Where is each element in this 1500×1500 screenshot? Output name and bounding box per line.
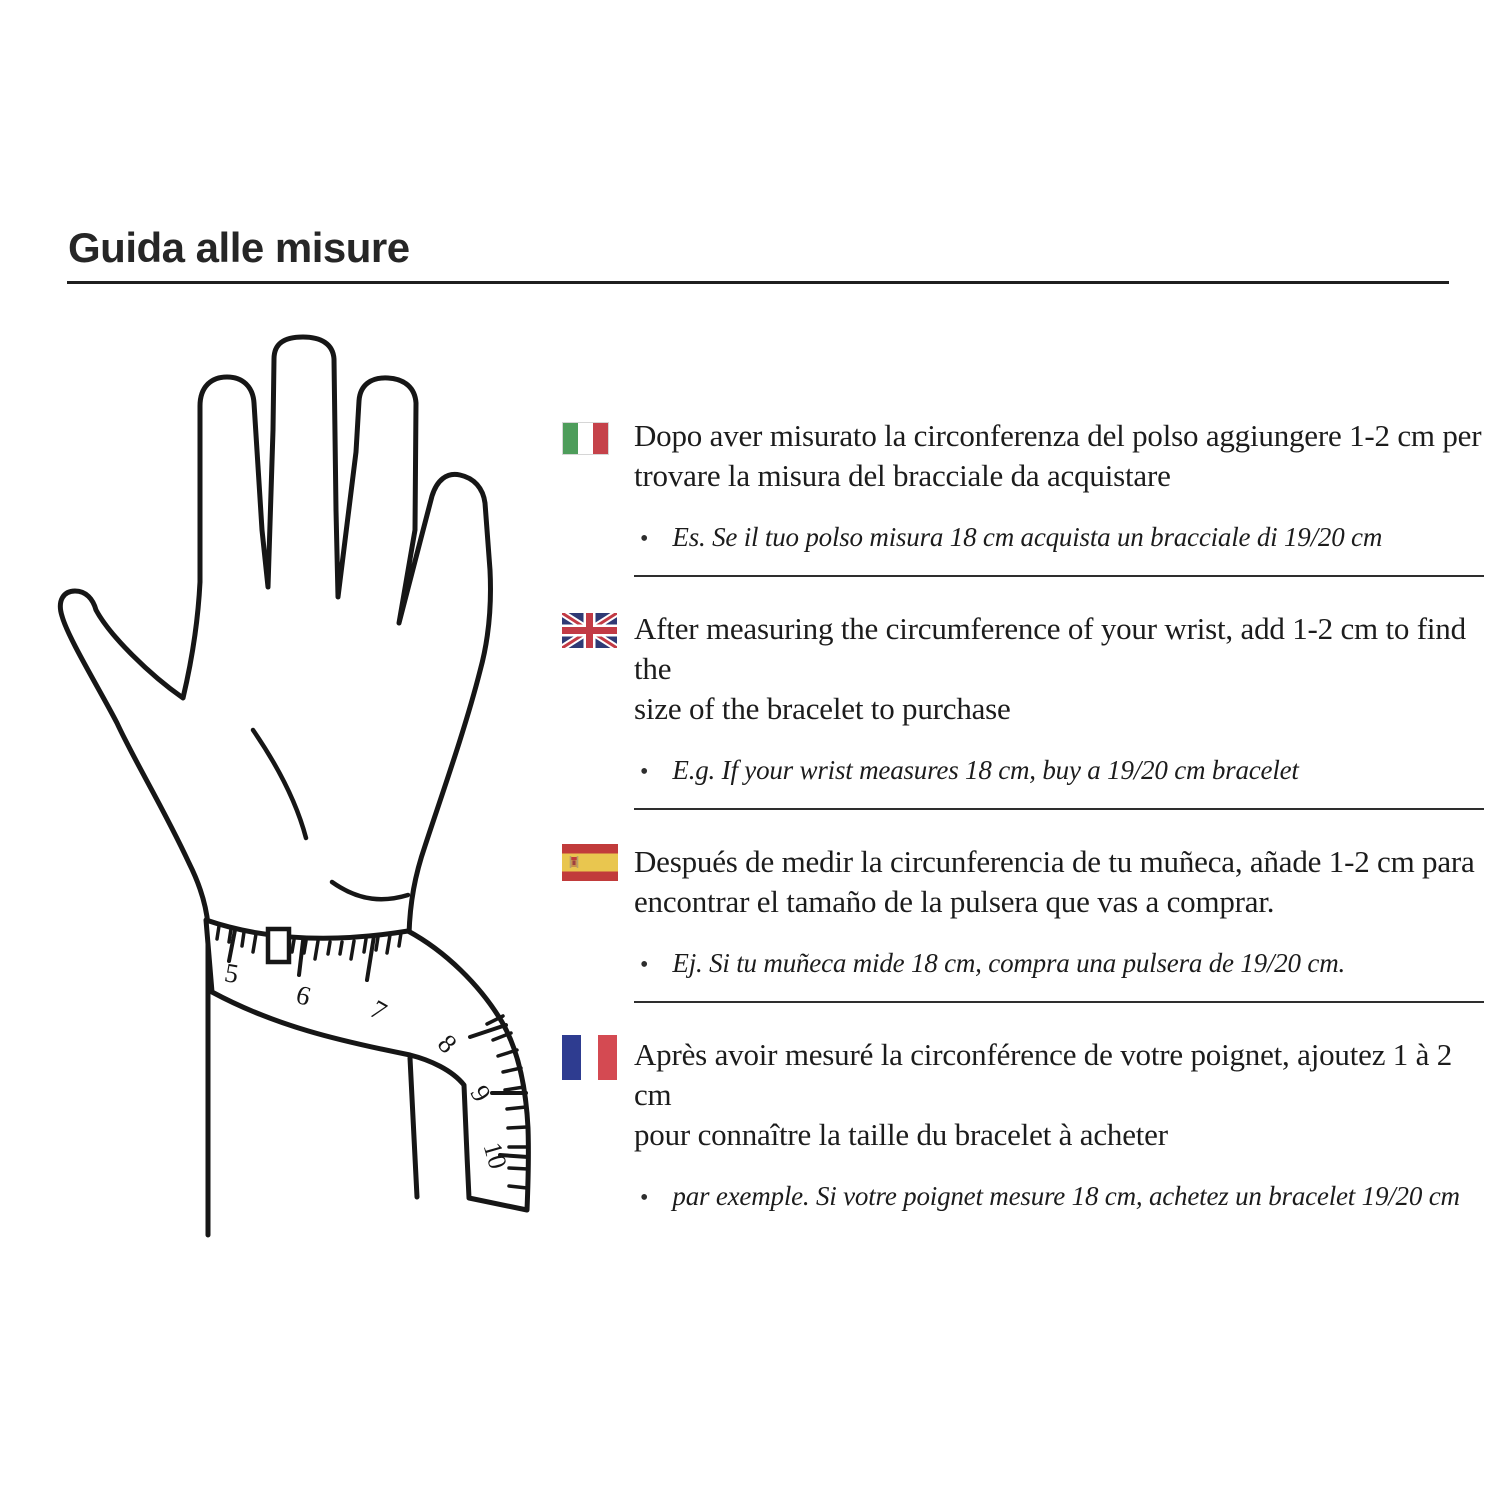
section-english-text xyxy=(634,609,1484,810)
italian-line-2: trovare la misura del bracciale da acquistare xyxy=(634,458,1171,493)
bullet-icon: • xyxy=(640,759,649,785)
spain-flag-icon xyxy=(562,844,618,1003)
france-flag-icon xyxy=(562,1035,618,1213)
section-french xyxy=(562,1035,1484,1213)
section-divider xyxy=(634,575,1484,577)
english-instructions xyxy=(634,609,1484,729)
spanish-line-1: Después de medir la circunferencia de tu muñeca, añade 1-2 cm para xyxy=(634,844,1475,879)
english-line-2: size of the bracelet to purchase xyxy=(634,691,1011,726)
palm-crease-line xyxy=(253,730,306,838)
tape-buckle xyxy=(268,929,289,962)
section-spanish-text xyxy=(634,842,1484,1003)
hand-illustration-svg xyxy=(40,330,570,1245)
section-french-text xyxy=(634,1035,1484,1213)
section-divider xyxy=(634,1001,1484,1003)
french-line-2: pour connaître la taille du bracelet à acheter xyxy=(634,1117,1168,1152)
bullet-icon: • xyxy=(640,1185,649,1211)
tape-number-8: 8 xyxy=(431,1028,463,1060)
italian-example-item xyxy=(634,520,1484,554)
title-underline xyxy=(67,281,1449,284)
spain-coat-of-arms xyxy=(570,856,579,868)
french-line-1: Après avoir mesuré la circonférence de votre poignet, ajoutez 1 à 2 cm xyxy=(634,1037,1453,1112)
tape-number-10: 10 xyxy=(477,1139,513,1173)
tape-number-7: 7 xyxy=(365,993,392,1027)
hand-measuring-tape-illustration xyxy=(40,330,570,1245)
spanish-example-item xyxy=(634,946,1484,980)
spanish-example-text: Ej. Si tu muñeca mide 18 cm, compra una pulsera de 19/20 cm. xyxy=(672,948,1346,978)
french-example-item xyxy=(634,1179,1484,1213)
heel-crease-line xyxy=(332,882,408,899)
spanish-instructions xyxy=(634,842,1484,922)
italian-instructions xyxy=(634,416,1484,496)
bullet-icon: • xyxy=(640,952,649,978)
english-example-text: E.g. If your wrist measures 18 cm, buy a 19/20 cm bracelet xyxy=(672,755,1299,785)
section-spanish xyxy=(562,842,1484,1003)
spanish-line-2: encontrar el tamaño de la pulsera que vas a comprar. xyxy=(634,884,1275,919)
italy-flag-icon xyxy=(562,422,618,577)
french-instructions xyxy=(634,1035,1484,1155)
tape-number-6: 6 xyxy=(292,979,315,1012)
section-italian-text xyxy=(634,416,1484,577)
italian-line-1: Dopo aver misurato la circonferenza del polso aggiungere 1-2 cm per xyxy=(634,418,1482,453)
section-english xyxy=(562,609,1484,810)
uk-flag-icon xyxy=(562,613,618,810)
hand-outline xyxy=(60,337,490,1235)
tape-number-9: 9 xyxy=(464,1080,498,1107)
section-italian xyxy=(562,416,1484,577)
italian-example-text: Es. Se il tuo polso misura 18 cm acquista un bracciale di 19/20 cm xyxy=(672,522,1383,552)
size-guide-text-column xyxy=(562,416,1484,1245)
bullet-icon: • xyxy=(640,526,649,552)
french-example-text: par exemple. Si votre poignet mesure 18 cm, achetez un bracelet 19/20 cm xyxy=(672,1181,1460,1211)
english-line-1: After measuring the circumference of your wrist, add 1-2 cm to find the xyxy=(634,611,1466,686)
section-divider xyxy=(634,808,1484,810)
arm-right-edge xyxy=(410,1058,417,1197)
english-example-item xyxy=(634,753,1484,787)
page-title: Guida alle misure xyxy=(68,224,410,271)
measuring-tape-band xyxy=(206,920,528,1210)
tape-number-5: 5 xyxy=(222,957,241,990)
